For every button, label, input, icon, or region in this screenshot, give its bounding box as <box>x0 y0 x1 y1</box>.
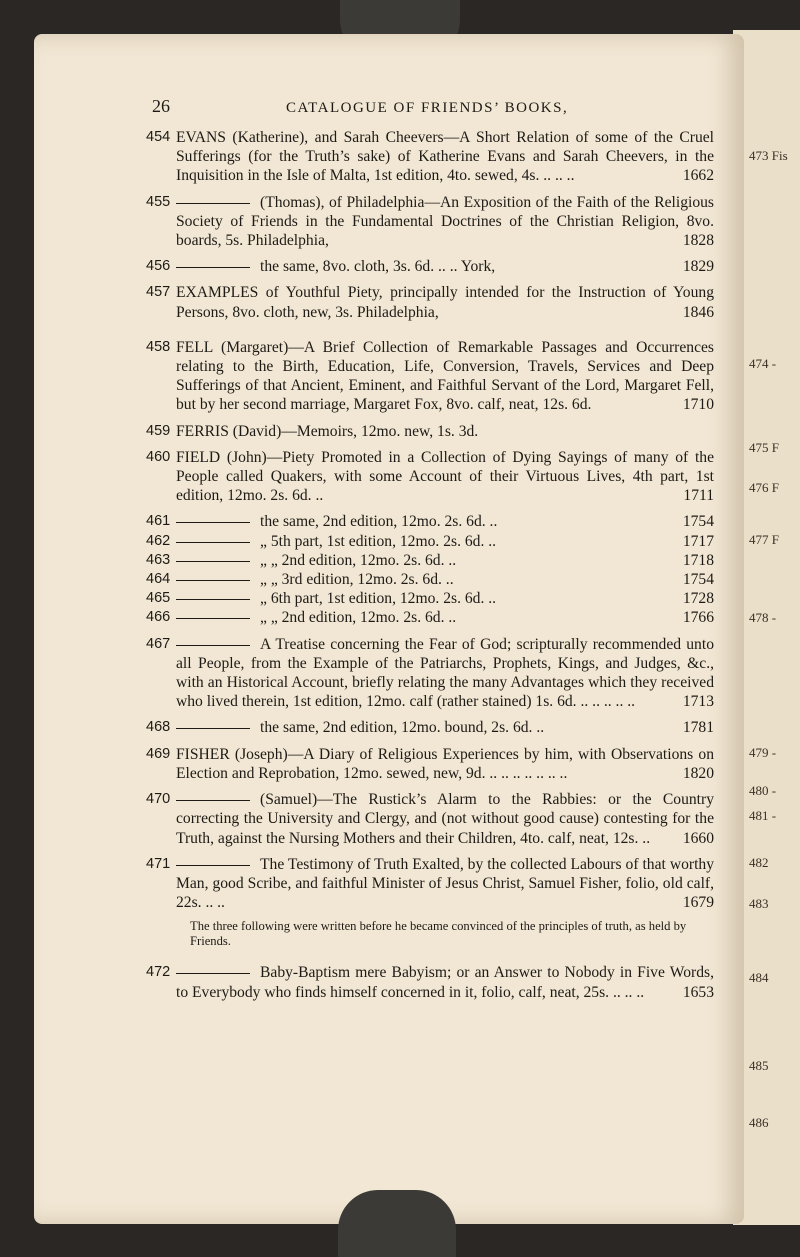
entry-date: 1781 <box>682 719 714 737</box>
ditto-rule <box>176 580 250 581</box>
entry-number: 471 <box>146 855 171 872</box>
entry-text: (Thomas), of Philadelphia—An Exposition of the Faith of the Religious Society of Friends in the Fundamental Doctrines of the Christian Religion, 8vo. boards, 5s. Philadelphia, <box>176 193 714 250</box>
entry-number: 463 <box>146 551 171 568</box>
margin-number: 486 <box>749 1115 769 1130</box>
ditto-rule <box>176 203 250 204</box>
entry-number: 458 <box>146 338 171 355</box>
list-item <box>146 790 714 848</box>
entry-text: the same, 2nd edition, 12mo. bound, 2s. 6d. .. <box>260 719 545 737</box>
entry-number: 457 <box>146 284 171 301</box>
entry-number: 459 <box>146 422 171 439</box>
entry-number: 468 <box>146 719 171 736</box>
ditto-rule <box>176 522 250 523</box>
margin-number: 483 <box>749 896 769 911</box>
entry-text: EXAMPLES of Youthful Piety, principally intended for the Instruction of Young Persons, 8vo. cloth, new, 3s. Philadelphia, <box>176 284 714 321</box>
entry-date: 1662 <box>682 167 714 185</box>
entry-number: 460 <box>146 448 171 465</box>
ditto-rule <box>176 561 250 562</box>
footnote: The three following were written before he became convinced of the principles of truth, as held by Friends. <box>190 919 687 949</box>
margin-number: 480 - <box>749 783 777 798</box>
list-item <box>146 570 714 589</box>
list-item <box>146 855 714 913</box>
entry-date: 1828 <box>682 232 714 250</box>
ditto-rule <box>176 728 250 729</box>
entry-date: 1713 <box>682 693 714 711</box>
entry-text: „ „ 2nd edition, 12mo. 2s. 6d. .. <box>260 609 457 627</box>
entry-date: 1754 <box>682 571 714 589</box>
entry-text: Baby-Baptism mere Babyism; or an Answer to Nobody in Five Words, to Everybody who finds himself concerned in it, folio, calf, neat, 25s. .. .. .. <box>176 964 714 1001</box>
margin-number: 479 - <box>749 745 777 760</box>
entry-text: „ 5th part, 1st edition, 12mo. 2s. 6d. .. <box>260 532 497 550</box>
list-item <box>146 608 714 627</box>
ditto-rule <box>176 865 250 866</box>
entry-date: 1711 <box>683 487 714 505</box>
list-item <box>146 551 714 570</box>
entry-number: 462 <box>146 532 171 549</box>
entry-date: 1728 <box>682 590 714 608</box>
margin-number: 473 Fis <box>749 148 788 163</box>
entry-text: FERRIS (David)—Memoirs, 12mo. new, 1s. 3d. <box>176 422 479 440</box>
entry-date: 1710 <box>682 396 714 414</box>
margin-number: 482 <box>749 855 769 870</box>
entry-text: (Samuel)—The Rustick’s Alarm to the Rabbies: or the Country correcting the University and Clergy, and (not without good cause) contesting for the Truth, against the Nursing Mothers and their Children, 4to. calf, neat, 12s. .. <box>176 791 714 847</box>
entry-text: FIELD (John)—Piety Promoted in a Collection of Dying Sayings of many of the People called Quakers, with some Account of their Virtuous Lives, 4th part, 1st edition, 12mo. 2s. 6d. .. <box>176 448 714 505</box>
entry-number: 472 <box>146 964 171 981</box>
margin-number: 485 <box>749 1058 769 1073</box>
entry-date: 1766 <box>682 609 714 627</box>
entry-date: 1829 <box>682 258 714 276</box>
ditto-rule <box>176 973 250 974</box>
entry-number: 466 <box>146 609 171 626</box>
list-item <box>146 283 714 321</box>
entry-number: 464 <box>146 571 171 588</box>
list-item <box>146 448 714 506</box>
entry-number: 470 <box>146 791 171 808</box>
margin-number: 474 - <box>749 356 777 371</box>
page-number: 26 <box>152 96 170 116</box>
entry-number: 467 <box>146 635 171 652</box>
entry-date: 1653 <box>682 983 714 1001</box>
page-title: CATALOGUE OF FRIENDS’ BOOKS, <box>286 100 569 116</box>
catalogue-entries <box>146 128 714 1009</box>
entry-number: 454 <box>146 129 171 145</box>
list-item <box>146 257 714 276</box>
margin-number: 477 F <box>749 532 779 547</box>
ditto-rule <box>176 542 250 543</box>
list-item <box>146 512 714 531</box>
list-item <box>146 128 714 186</box>
margin-number: 476 F <box>749 480 779 495</box>
clip-bottom <box>338 1190 456 1257</box>
ditto-rule <box>176 599 250 600</box>
entry-date: 1717 <box>682 532 714 550</box>
entry-date: 1846 <box>682 303 714 321</box>
ditto-rule <box>176 800 250 801</box>
ditto-rule <box>176 267 250 268</box>
entry-text: „ „ 3rd edition, 12mo. 2s. 6d. .. <box>260 571 454 589</box>
list-item <box>146 635 714 712</box>
list-item <box>146 718 714 737</box>
margin-number: 478 - <box>749 610 777 625</box>
entry-date: 1820 <box>682 764 714 782</box>
margin-number: 481 - <box>749 808 777 823</box>
entry-number: 465 <box>146 590 171 607</box>
entry-text: FELL (Margaret)—A Brief Collection of Remarkable Passages and Occurrences relating to the Birth, Education, Life, Conversion, Travels, Services and Deep Sufferings of that Ancient, Eminent, and Faithful Servant of the Lord, Margaret Fell, but by her second marriage, Margaret Fox, 8vo. calf, neat, 12s. 6d. <box>176 338 714 414</box>
entry-text: A Treatise concerning the Fear of God; scripturally recommended unto all People, from the Example of the Patriarchs, Prophets, Kings, and Judges, &c., with an Historical Account, briefly relating the many Advantages which they received who lived therein, 1st edition, 12mo. calf (rather stained) 1s. 6d. .. .. .. .. .. <box>176 635 714 711</box>
margin-number: 475 F <box>749 440 779 455</box>
list-item <box>146 745 714 783</box>
list-item <box>146 532 714 551</box>
entry-number: 455 <box>146 193 171 210</box>
list-item <box>146 422 714 441</box>
entry-text: „ „ 2nd edition, 12mo. 2s. 6d. .. <box>260 551 457 569</box>
entry-date: 1718 <box>682 551 714 569</box>
entry-text: The Testimony of Truth Exalted, by the collected Labours of that worthy Man, good Scribe, and faithful Minister of Jesus Christ, Samuel Fisher, folio, old calf, 22s. .. .. <box>176 855 714 912</box>
entry-text: EVANS (Katherine), and Sarah Cheevers—A Short Relation of some of the Cruel Sufferings (for the Truth’s sake) of Katherine Evans and Sarah Cheevers, in the Inquisition in the Isle of Malta, 1st edition, 4to. sewed, 4s. .. .. .. <box>176 129 714 185</box>
entry-text: the same, 8vo. cloth, 3s. 6d. .. .. York, <box>260 258 496 276</box>
margin-number: 484 <box>749 970 769 985</box>
entry-date: 1660 <box>682 829 714 847</box>
list-item <box>146 963 714 1001</box>
entry-text: FISHER (Joseph)—A Diary of Religious Experiences by him, with Observations on Election and Reprobation, 12mo. sewed, new, 9d. .. .. .. .. .. .. .. <box>176 745 714 782</box>
entry-text: the same, 2nd edition, 12mo. 2s. 6d. .. <box>260 513 498 531</box>
entry-date: 1754 <box>682 513 714 531</box>
entry-number: 469 <box>146 745 171 762</box>
list-item <box>146 338 714 415</box>
list-item <box>146 193 714 251</box>
entry-number: 456 <box>146 258 171 275</box>
entry-text: „ 6th part, 1st edition, 12mo. 2s. 6d. .. <box>260 590 497 608</box>
entry-number: 461 <box>146 513 171 530</box>
list-item <box>146 589 714 608</box>
ditto-rule <box>176 618 250 619</box>
ditto-rule <box>176 645 250 646</box>
entry-date: 1679 <box>682 894 714 912</box>
